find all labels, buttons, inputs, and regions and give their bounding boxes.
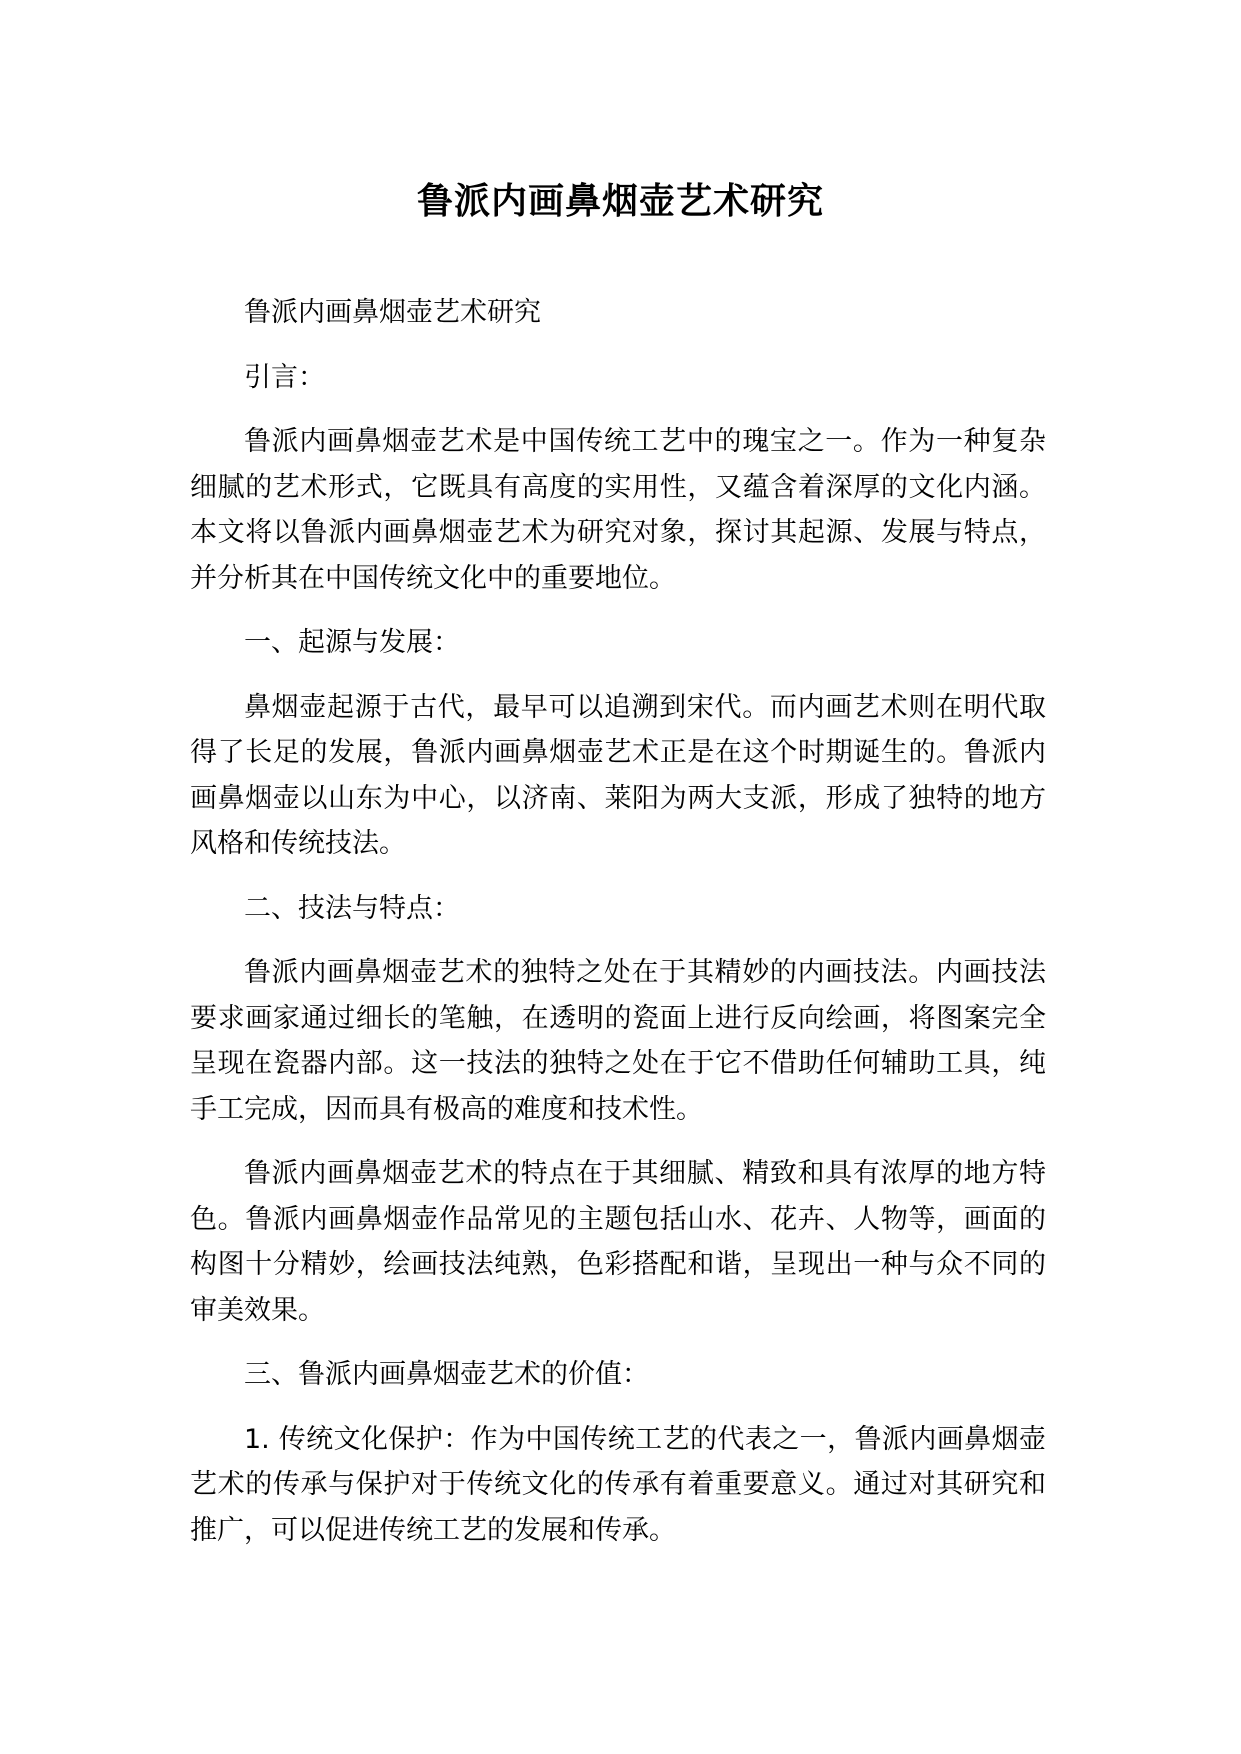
- intro-heading: 引言：: [244, 361, 325, 393]
- document-body: [190, 290, 1046, 1572]
- technique-paragraph: 鲁派内画鼻烟壶艺术的独特之处在于其精妙的内画技法。内画技法要求画家通过细长的笔触，在透明的瓷面上进行反向绘画，将图案完全呈现在瓷器内部。这一技法的独特之处在于它不借助任何辅助工具，纯手工完成，因而具有极高的难度和技术性。: [190, 957, 1046, 1125]
- intro-paragraph: 鲁派内画鼻烟壶艺术是中国传统工艺中的瑰宝之一。作为一种复杂细腻的艺术形式，它既具有高度的实用性，又蕴含着深厚的文化内涵。本文将以鲁派内画鼻烟壶艺术为研究对象，探讨其起源、发展与特点，并分析其在中国传统文化中的重要地位。: [190, 426, 1046, 594]
- subtitle-paragraph: 鲁派内画鼻烟壶艺术研究: [244, 297, 541, 328]
- section-heading-origin: 一、起源与发展：: [244, 627, 460, 658]
- section-heading-value: 三、鲁派内画鼻烟壶艺术的价值：: [244, 1359, 649, 1390]
- origin-paragraph: 鼻烟壶起源于古代，最早可以追溯到宋代。而内画艺术则在明代取得了长足的发展，鲁派内画鼻烟壶艺术正是在这个时期诞生的。鲁派内画鼻烟壶以山东为中心，以济南、莱阳为两大支派，形成了独特的地方风格和传统技法。: [190, 691, 1046, 859]
- value-paragraph-1: 1. 传统文化保护：作为中国传统工艺的代表之一，鲁派内画鼻烟壶艺术的传承与保护对于传统文化的传承有着重要意义。通过对其研究和推广，可以促进传统工艺的发展和传承。: [190, 1423, 1046, 1546]
- document-title: 鲁派内画鼻烟壶艺术研究: [416, 181, 824, 222]
- section-heading-technique: 二、技法与特点：: [244, 892, 460, 924]
- features-paragraph: 鲁派内画鼻烟壶艺术的特点在于其细腻、精致和具有浓厚的地方特色。鲁派内画鼻烟壶作品常见的主题包括山水、花卉、人物等，画面的构图十分精妙，绘画技法纯熟，色彩搭配和谐，呈现出一种与众不同的审美效果。: [190, 1158, 1046, 1326]
